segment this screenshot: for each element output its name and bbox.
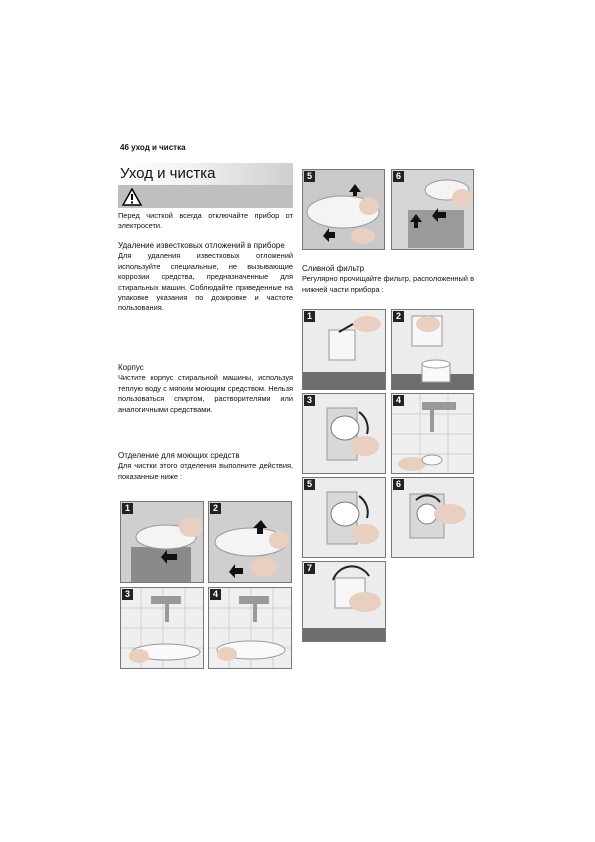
filter-step-7-photo [302,561,386,642]
filter-step-4-photo [391,393,474,474]
dispenser-text: Для чистки этого отделения выполните действия, показанные ниже : [118,461,293,481]
step-number: 4 [210,589,221,600]
filter-insert-image [303,478,386,558]
step-number: 4 [393,395,404,406]
filter-step-1-photo [302,309,386,390]
section-title-bar [118,163,293,186]
body-care-text: Чистите корпус стиральной машины, используя теплую воду с мягким моющим средством. Нельзя пользоваться спиртом, растворителями или аналогичными средствами. [118,373,293,414]
dispenser-drawer-image [303,170,385,250]
step-number: 6 [393,171,404,182]
dispenser-step-5-photo [302,169,385,250]
dispenser-heading: Отделение для моющих средств [118,451,240,460]
filter-remove-image [303,394,386,474]
filter-tighten-image [392,478,474,558]
step-number: 5 [304,479,315,490]
drain-filter-block [302,264,474,295]
filter-cover-close-image [303,562,386,642]
step-number: 1 [304,311,315,322]
dispenser-block [118,451,293,482]
section-title: Уход и чистка [120,165,216,182]
filter-bowl-image [392,310,474,390]
step-number: 2 [393,311,404,322]
dispenser-step-3-photo [120,587,204,669]
filter-cover-image [303,310,386,390]
warning-triangle-icon [122,188,142,206]
step-number: 2 [210,503,221,514]
step-number: 7 [304,563,315,574]
filter-step-6-photo [391,477,474,558]
descaling-text: Для удаления известковых отложений используйте специальные, не вызывающие коррозии средства, предназначенные для стиральных машин. Соблюдайте приведенные на упаковке указания по дозировке и частоте пользования. [118,251,293,313]
descaling-heading: Удаление известковых отложений в приборе [118,241,285,250]
warning-text: Перед чисткой всегда отключайте прибор от электросети. [118,211,293,231]
filter-step-2-photo [391,309,474,390]
dispenser-step-6-photo [391,169,474,250]
filter-step-3-photo [302,393,386,474]
dispenser-step-2-photo [208,501,292,583]
page-header: 46 уход и чистка [120,143,186,152]
drain-filter-text: Регулярно прочищайте фильтр, расположенный в нижней части прибора : [302,274,474,294]
step-number: 5 [304,171,315,182]
body-care-heading: Корпус [118,363,144,372]
step-number: 3 [122,589,133,600]
warning-text-block [118,211,293,232]
dispenser-step-1-photo [120,501,204,583]
body-care-block [118,363,293,415]
drain-filter-heading: Сливной фильтр [302,264,365,273]
filter-step-5-photo [302,477,386,558]
dispenser-drawer-image [392,170,474,250]
step-number: 6 [393,479,404,490]
warning-bar [118,186,293,208]
tap-rinse-image [121,588,204,669]
descaling-block [118,241,293,314]
dispenser-drawer-image [121,502,204,583]
step-number: 3 [304,395,315,406]
tap-rinse-image [209,588,292,669]
dispenser-step-4-photo [208,587,292,669]
dispenser-drawer-image [209,502,292,583]
step-number: 1 [122,503,133,514]
tap-rinse-image [392,394,474,474]
